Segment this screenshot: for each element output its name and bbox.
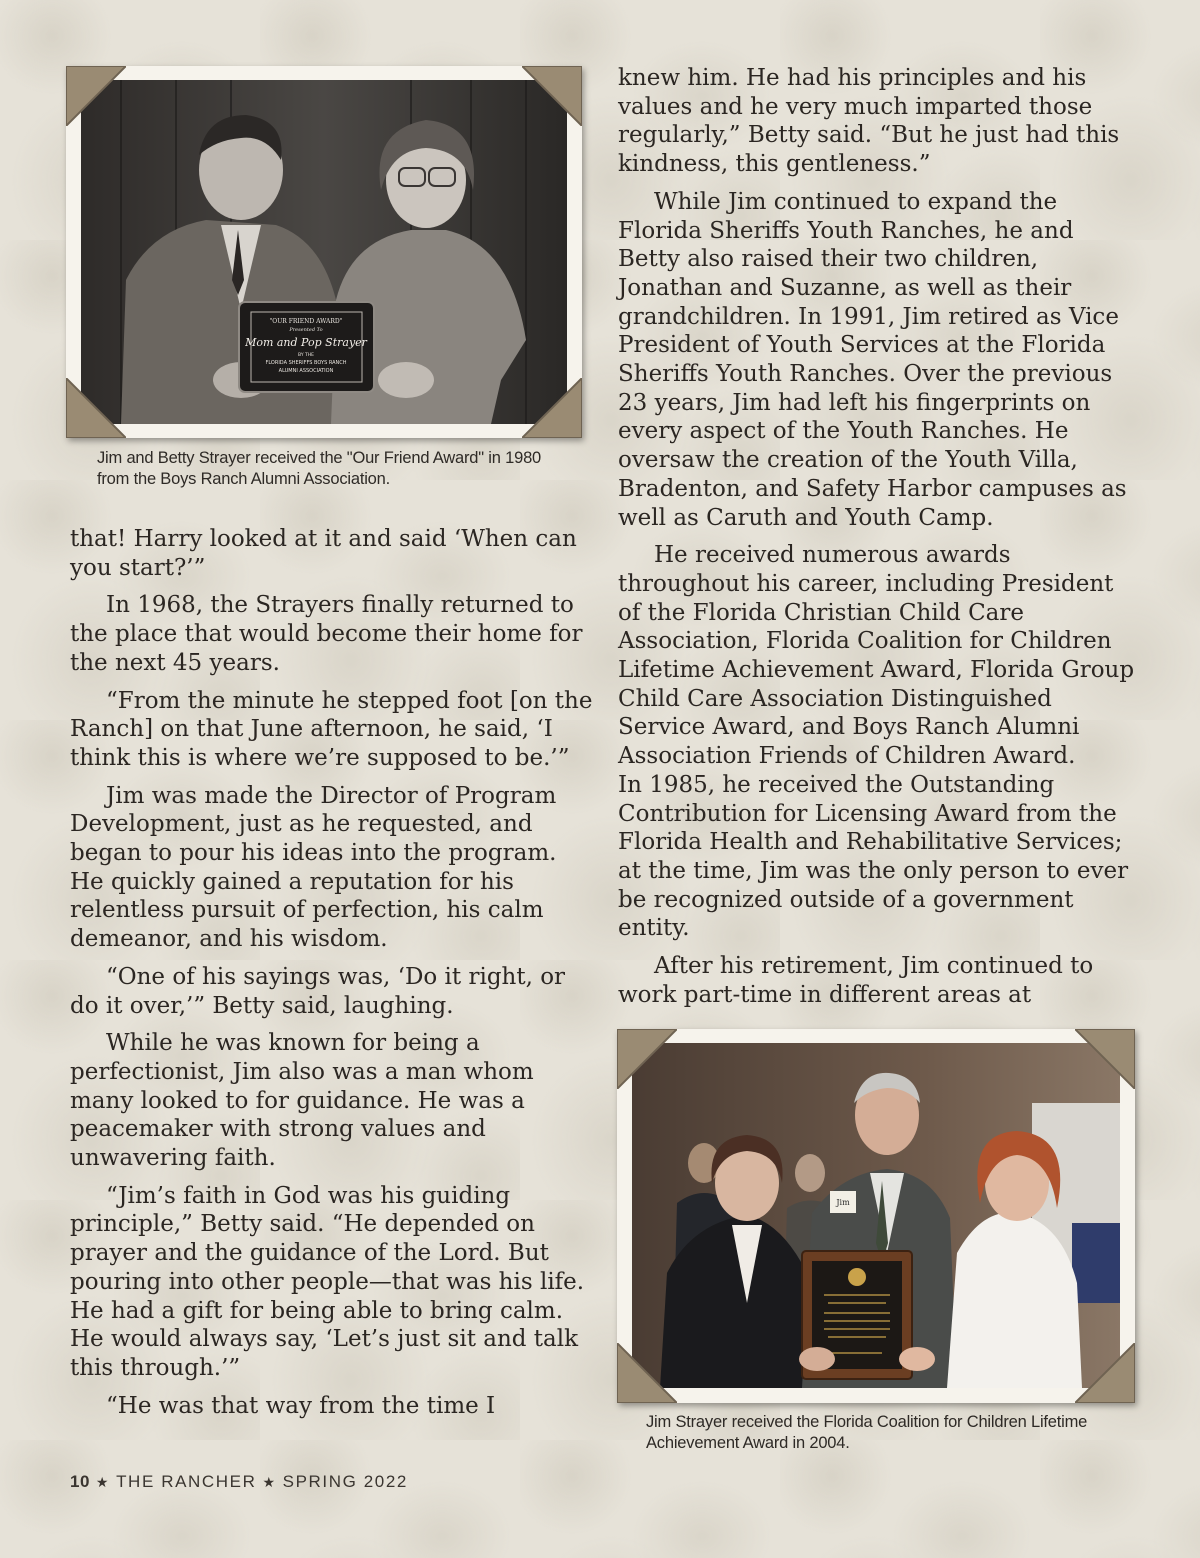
publication-name: THE RANCHER	[116, 1472, 257, 1491]
photo-corner-top-right	[522, 66, 582, 126]
paragraph: While he was known for being a perfectionist, Jim also was a man whom many looked to for guidance. He was a peacemaker with strong values and unwavering faith.	[70, 1030, 534, 1172]
photo-corner-top-left	[66, 66, 126, 126]
plaque-line-1: "OUR FRIEND AWARD"	[269, 318, 343, 325]
paragraph: “One of his sayings was, ‘Do it right, or do it over,’” Betty said, laughing.	[70, 963, 566, 1019]
plaque-line-4: BY THE	[298, 353, 314, 358]
paragraph: knew him. He had his principles and his values and he very much imparted those regularly,” Betty said. “But he just had this kindness, this gentleness.”	[618, 65, 1120, 178]
paragraph: that! Harry looked at it and said ‘When can you start?’”	[70, 526, 577, 581]
photo-caption-bottom: Jim Strayer received the Florida Coalition for Children Lifetime Achievement Award in 2004.	[646, 1413, 1088, 1452]
paragraph: Jim was made the Director of Program Development, just as he requested, and began to pour his ideas into the program. He quickly gained a reputation for his relentless pursuit of perfection, his calm demeanor, and his wisdom.	[70, 782, 557, 953]
plaque-line-3: Mom and Pop Strayer	[245, 336, 367, 349]
paragraph: He received numerous awards throughout his career, including President of the Florida Christian Child Care Association, Florida Coalition for Children Lifetime Achievement Award, Florida Group Child Care Association Distinguished Service Award, and Boys Ranch Alumni Association Friends of Children Award.	[618, 542, 1135, 770]
photo-corner-top-left	[617, 1029, 677, 1089]
paragraph: In 1985, he received the Outstanding Contribution for Licensing Award from the Florida Health and Rehabilitative Services; at the time, Jim was the only person to ever be recognized outside of a government entity.	[618, 771, 1129, 942]
paragraph: After his retirement, Jim continued to work part-time in different areas at	[618, 953, 1094, 1008]
paragraph: “He was that way from the time I	[106, 1392, 496, 1419]
photo-caption-top: Jim and Betty Strayer received the "Our Friend Award" in 1980 from the Boys Ranch Alumni Association.	[97, 449, 542, 488]
plaque-line-5: FLORIDA SHERIFFS BOYS RANCH	[265, 360, 347, 366]
page-number: 10	[70, 1472, 90, 1491]
photo-corner-bottom-right	[1075, 1343, 1135, 1403]
photo-corner-bottom-left	[617, 1343, 677, 1403]
plaque-line-6: ALUMNI ASSOCIATION	[278, 368, 334, 374]
article-column-right	[618, 64, 1138, 1019]
photo-corner-bottom-left	[66, 378, 126, 438]
photo-frame-jim-2004	[617, 1029, 1135, 1403]
paragraph: While Jim continued to expand the Florida Sheriffs Youth Ranches, he and Betty also raised their two children, Jonathan and Suzanne, as well as their grandchildren. In 1991, Jim retired as Vice President of Youth Services at the Florida Sheriffs Youth Ranches. Over the previous 23 years, Jim had left his fingerprints on every aspect of the Youth Ranches. He oversaw the creation of the Youth Villa, Bradenton, and Safety Harbor campuses as well as Caruth and Youth Camp.	[618, 188, 1127, 531]
photo-illustration-2004	[632, 1043, 1120, 1388]
photo-corner-top-right	[1075, 1029, 1135, 1089]
article-column-left	[70, 525, 595, 1429]
photo-jim-lifetime-achievement	[632, 1043, 1120, 1388]
paragraph: “Jim’s faith in God was his guiding principle,” Betty said. “He depended on prayer and the guidance of the Lord. But pouring into other people—that was his life. He had a gift for being able to bring calm. He would always say, ‘Let’s just sit and talk this through.’”	[70, 1182, 585, 1381]
photo-frame-strayers-1980	[66, 66, 582, 438]
star-separator-icon: ★	[262, 1474, 277, 1490]
name-tag-text: Jim	[836, 1198, 850, 1207]
paragraph: “From the minute he stepped foot [on the Ranch] on that June afternoon, he said, ‘I think this is where we’re supposed to be.’”	[70, 687, 593, 771]
photo-illustration-1980	[81, 80, 567, 424]
photo-strayers-our-friend-award	[81, 80, 567, 424]
page-footer	[70, 1472, 408, 1492]
issue-label: SPRING 2022	[282, 1472, 408, 1491]
plaque-line-2: Presented To	[289, 327, 323, 333]
star-separator-icon: ★	[95, 1474, 111, 1490]
paragraph: In 1968, the Strayers finally returned to the place that would become their home for the next 45 years.	[70, 592, 583, 676]
photo-corner-bottom-right	[522, 378, 582, 438]
